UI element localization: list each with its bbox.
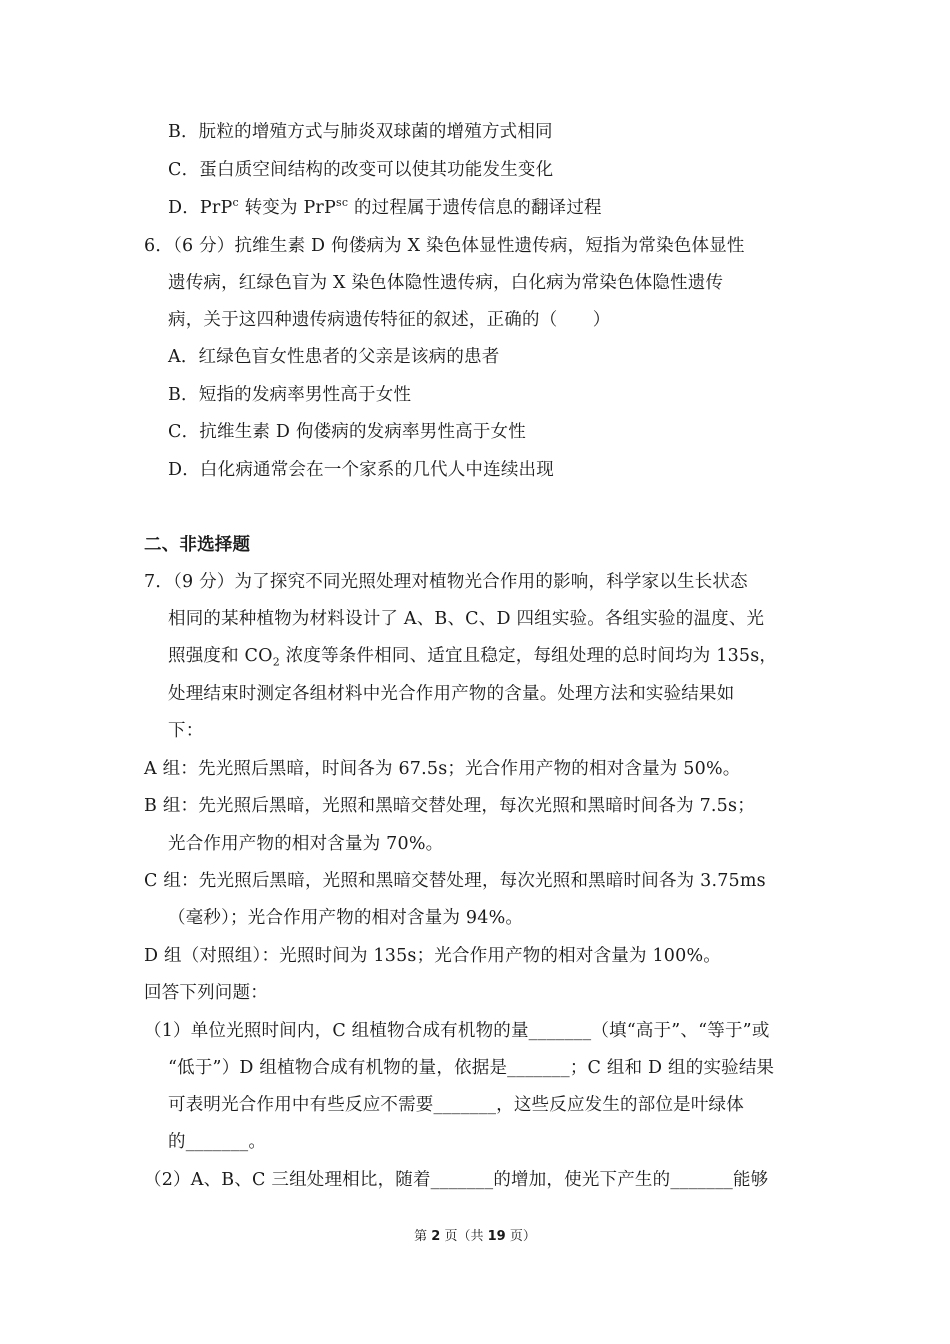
q5-option-b: B．朊粒的增殖方式与肺炎双球菌的增殖方式相同 — [168, 122, 553, 142]
footer-page-number: 2 — [431, 1229, 441, 1244]
footer-post: 页） — [505, 1229, 536, 1244]
q6-option-d: D．白化病通常会在一个家系的几代人中连续出现 — [168, 460, 554, 480]
q7-stem-line1: 7．（9 分）为了探究不同光照处理对植物光合作用的影响，科学家以生长状态 — [144, 572, 748, 592]
q7-group-d: D 组（对照组）：光照时间为 135s；光合作用产物的相对含量为 100%。 — [144, 946, 721, 966]
q5-option-d — [168, 196, 602, 220]
q7-stem-line2: 相同的某种植物为材料设计了 A、B、C、D 四组实验。各组实验的温度、光 — [168, 609, 765, 629]
q7-prompt: 回答下列问题： — [144, 983, 268, 1003]
q7-group-c-line1: C 组：先光照后黑暗，光照和黑暗交替处理，每次光照和黑暗时间各为 3.75ms — [144, 871, 766, 891]
q7-sub1-line2: “低于”）D 组植物合成有机物的量，依据是_______；C 组和 D 组的实验结果 — [168, 1058, 775, 1078]
q7-group-c-line2: （毫秒）；光合作用产物的相对含量为 94%。 — [168, 908, 524, 928]
q6-stem-line3: 病，关于这四种遗传病遗传特征的叙述，正确的（ ） — [168, 310, 611, 330]
footer-mid: 页（共 — [440, 1229, 488, 1244]
q5-option-d-text-pre: D．PrP — [168, 198, 233, 218]
q7-stem-line5: 下： — [168, 721, 204, 741]
q7-stem-line3-pre: 照强度和 CO — [168, 646, 273, 666]
q7-stem-line4: 处理结束时测定各组材料中光合作用产物的含量。处理方法和实验结果如 — [168, 684, 735, 704]
q7-group-b-line2: 光合作用产物的相对含量为 70%。 — [168, 834, 444, 854]
q5-option-d-sup-c: c — [232, 196, 239, 210]
q7-group-a: A 组：先光照后黑暗，时间各为 67.5s；光合作用产物的相对含量为 50%。 — [144, 759, 741, 779]
q6-stem-line2: 遗传病，红绿色盲为 X 染色体隐性遗传病，白化病为常染色体隐性遗传 — [168, 273, 724, 293]
footer-total-pages: 19 — [487, 1229, 506, 1244]
q6-option-b: B．短指的发病率男性高于女性 — [168, 385, 412, 405]
q6-option-c: C．抗维生素 D 佝偻病的发病率男性高于女性 — [168, 422, 526, 442]
footer-pre: 第 — [414, 1229, 432, 1244]
section-heading: 二、非选择题 — [144, 535, 251, 555]
page-footer — [0, 1228, 950, 1246]
q7-group-b-line1: B 组：先光照后黑暗，光照和黑暗交替处理，每次光照和黑暗时间各为 7.5s； — [144, 796, 755, 816]
q5-option-d-text-post: 的过程属于遗传信息的翻译过程 — [348, 198, 602, 218]
q7-sub1-line3: 可表明光合作用中有些反应不需要_______，这些反应发生的部位是叶绿体 — [168, 1095, 744, 1115]
q7-sub2-line1: （2）A、B、C 三组处理相比，随着_______的增加，使光下产生的_______能够 — [144, 1170, 769, 1190]
q7-stem-line3-post: 浓度等条件相同、适宜且稳定，每组处理的总时间均为 135s， — [279, 646, 778, 666]
q5-option-d-sup-sc: sc — [335, 196, 349, 210]
q6-option-a: A．红绿色盲女性患者的父亲是该病的患者 — [168, 347, 500, 367]
q7-sub1-line4: 的_______。 — [168, 1132, 267, 1152]
q5-option-d-text-mid: 转变为 PrP — [238, 198, 336, 218]
q7-co2-subscript: 2 — [272, 655, 280, 669]
q7-stem-line3 — [168, 644, 777, 668]
q7-sub1-line1: （1）单位光照时间内，C 组植物合成有机物的量_______（填“高于”、“等于”或 — [144, 1021, 770, 1041]
q6-stem-line1: 6．（6 分）抗维生素 D 佝偻病为 X 染色体显性遗传病，短指为常染色体显性 — [144, 236, 745, 256]
q5-option-c: C．蛋白质空间结构的改变可以使其功能发生变化 — [168, 160, 554, 180]
